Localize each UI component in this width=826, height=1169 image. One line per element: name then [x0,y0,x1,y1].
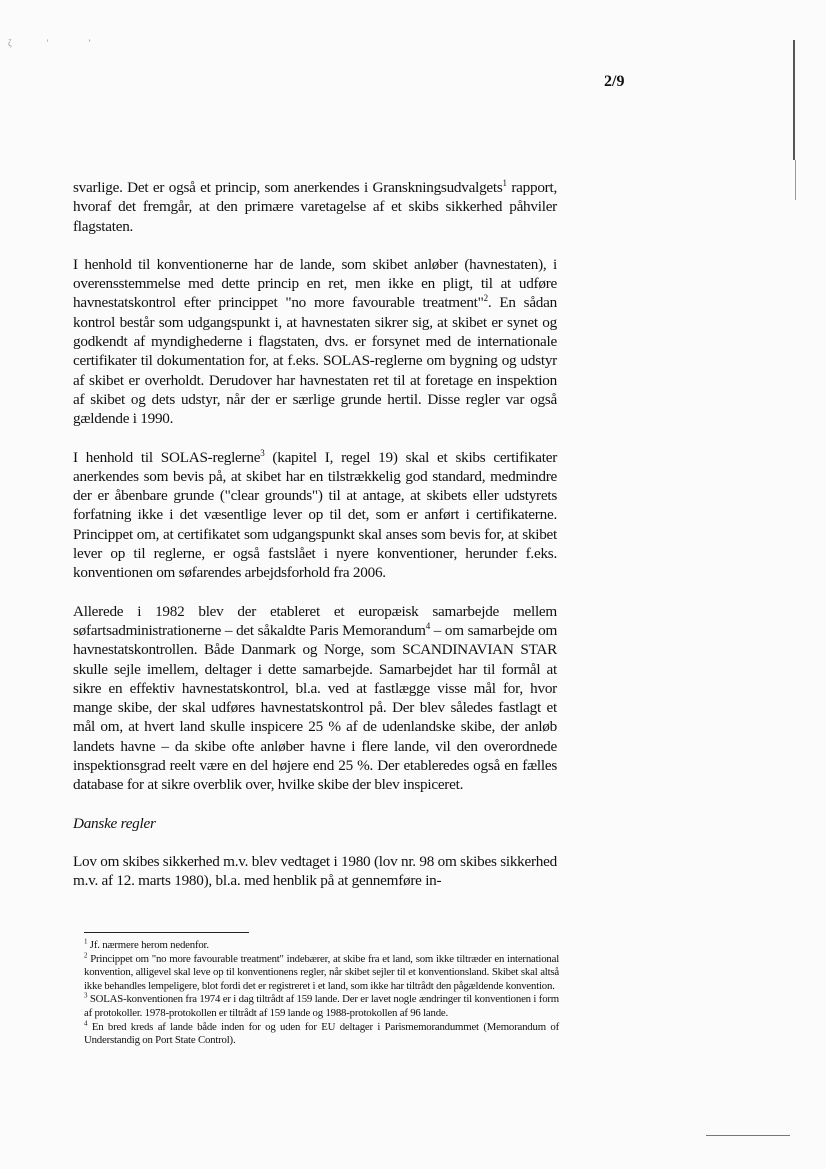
paragraph: Lov om skibes sikkerhed m.v. blev vedtaget i 1980 (lov nr. 98 om skibes sikkerhed m.v. af 12. marts 1980), bl.a. med henblik på at gennemføre in- [73,852,557,890]
footnote: $^2$ Princippet om "no more favourable treatment" indebærer, at skibe fra et land, som ikke tiltræder en international konvention, alligevel skal leve op til konventionens regler, når skibet sejler til et konventionsland. Skibet skal altså ikke behandles lempeligere, blot fordi det er registreret i et land, som ikke har tiltrådt den pågældende konvention. [84,951,559,992]
scan-mark: ʼ [46,38,49,48]
scan-mark: ζ [8,38,12,48]
paragraph: I henhold til SOLAS-reglerne$^3$ (kapitel I, regel 19) skal et skibs certifikater anerkendes som bevis på, at skibet har en tilstrækkelig god standard, medmindre der er åbenbare grunde ("clear grounds") til at antage, at skibets eller udstyrets forfatning ikke i det væsentlige lever op til det, som er anført i certifikaterne. Princippet om, at certifikatet som udgangspunkt skal anses som bevis for, at skibet lever op til reglerne, er også fastslået i nyere konventioner, herunder f.eks. konventionen om søfarendes arbejdsforhold fra 2006. [73,447,557,582]
section-heading: Danske regler [73,814,156,832]
paragraph: Allerede i 1982 blev der etableret et europæisk samarbejde mellem søfartsadministrationerne – det såkaldte Paris Memorandum$^4$ – om samarbejde om havnestatskontrollen. Både Danmark og Norge, som SCANDINAVIAN STAR skulle sejle imellem, deltager i dette samarbejde. Samarbejdet har til formål at sikre en effektiv havnestatskontrol, bl.a. ved at fastlægge visse mål for, hvor mange skibe, der skal udføres havnestatskontrol på. Der blev således fastlagt et mål om, at hvert land skulle inspicere 25 % af de udenlandske skibe, der anløb landets havne – da skibe ofte anløber havne i flere lande, vil den overordnede inspektionsgrad reelt være en del højere end 25 %. Der etableredes også en fælles database for at sikre overblik over, hvilke skibe der blev inspiceret. [73,602,558,794]
footnote-ref[interactable]: 3 [260,447,265,458]
footnote: $^3$ SOLAS-konventionen fra 1974 er i dag tiltrådt af 159 lande. Der er lavet nogle ændringer til konventionen i form af protokoller. 1978-protokollen er tiltrådt af 159 lande og 1988-protokollen af 96 lande. [84,991,559,1019]
scan-edge-line [793,40,795,160]
footnote-ref[interactable]: 2 [483,293,488,304]
paragraph: I henhold til konventionerne har de lande, som skibet anløber (havnestaten), i overensstemmelse med dette princip en ret, men ikke en pligt, til at udføre havnestatskontrol efter princippet "no more favourable treatment"$^2$. En sådan kontrol består som udgangspunkt i, at havnestaten sikrer sig, at skibet er synet og godkendt af myndighederne i flagstaten, dvs. er forsynet med de internationale certifikater til dokumentation for, at f.eks. SOLAS-reglerne om bygning og udstyr af skibet er overholdt. Derudover har havnestaten ret til at foretage en inspektion af skibet og dets udstyr, når der er særlige grunde hertil. Disse regler var også gældende i 1990. [73,255,557,428]
scan-mark: ʼ [88,38,91,48]
scan-edge-line [706,1135,790,1136]
footnote: $^1$ Jf. nærmere herom nedenfor. [84,937,209,951]
footnote: $^4$ En bred kreds af lande både inden for og uden for EU deltager i Parismemorandummet (Memorandum of Understandig on Port State Control). [84,1018,559,1047]
document-body [73,178,557,891]
footnote-ref[interactable]: 1 [502,177,507,188]
page-number: 2/9 [604,73,625,90]
footnote-ref[interactable]: 4 [425,620,430,631]
scan-edge-line [795,160,796,200]
footnote-separator [84,932,249,933]
paragraph: svarlige. Det er også et princip, som anerkendes i Granskningsudvalgets$^1$ rapport, hvoraf det fremgår, at den primære varetagelse af et skibs sikkerhed påhviler flagstaten. [73,177,558,235]
footnotes [84,939,559,1048]
